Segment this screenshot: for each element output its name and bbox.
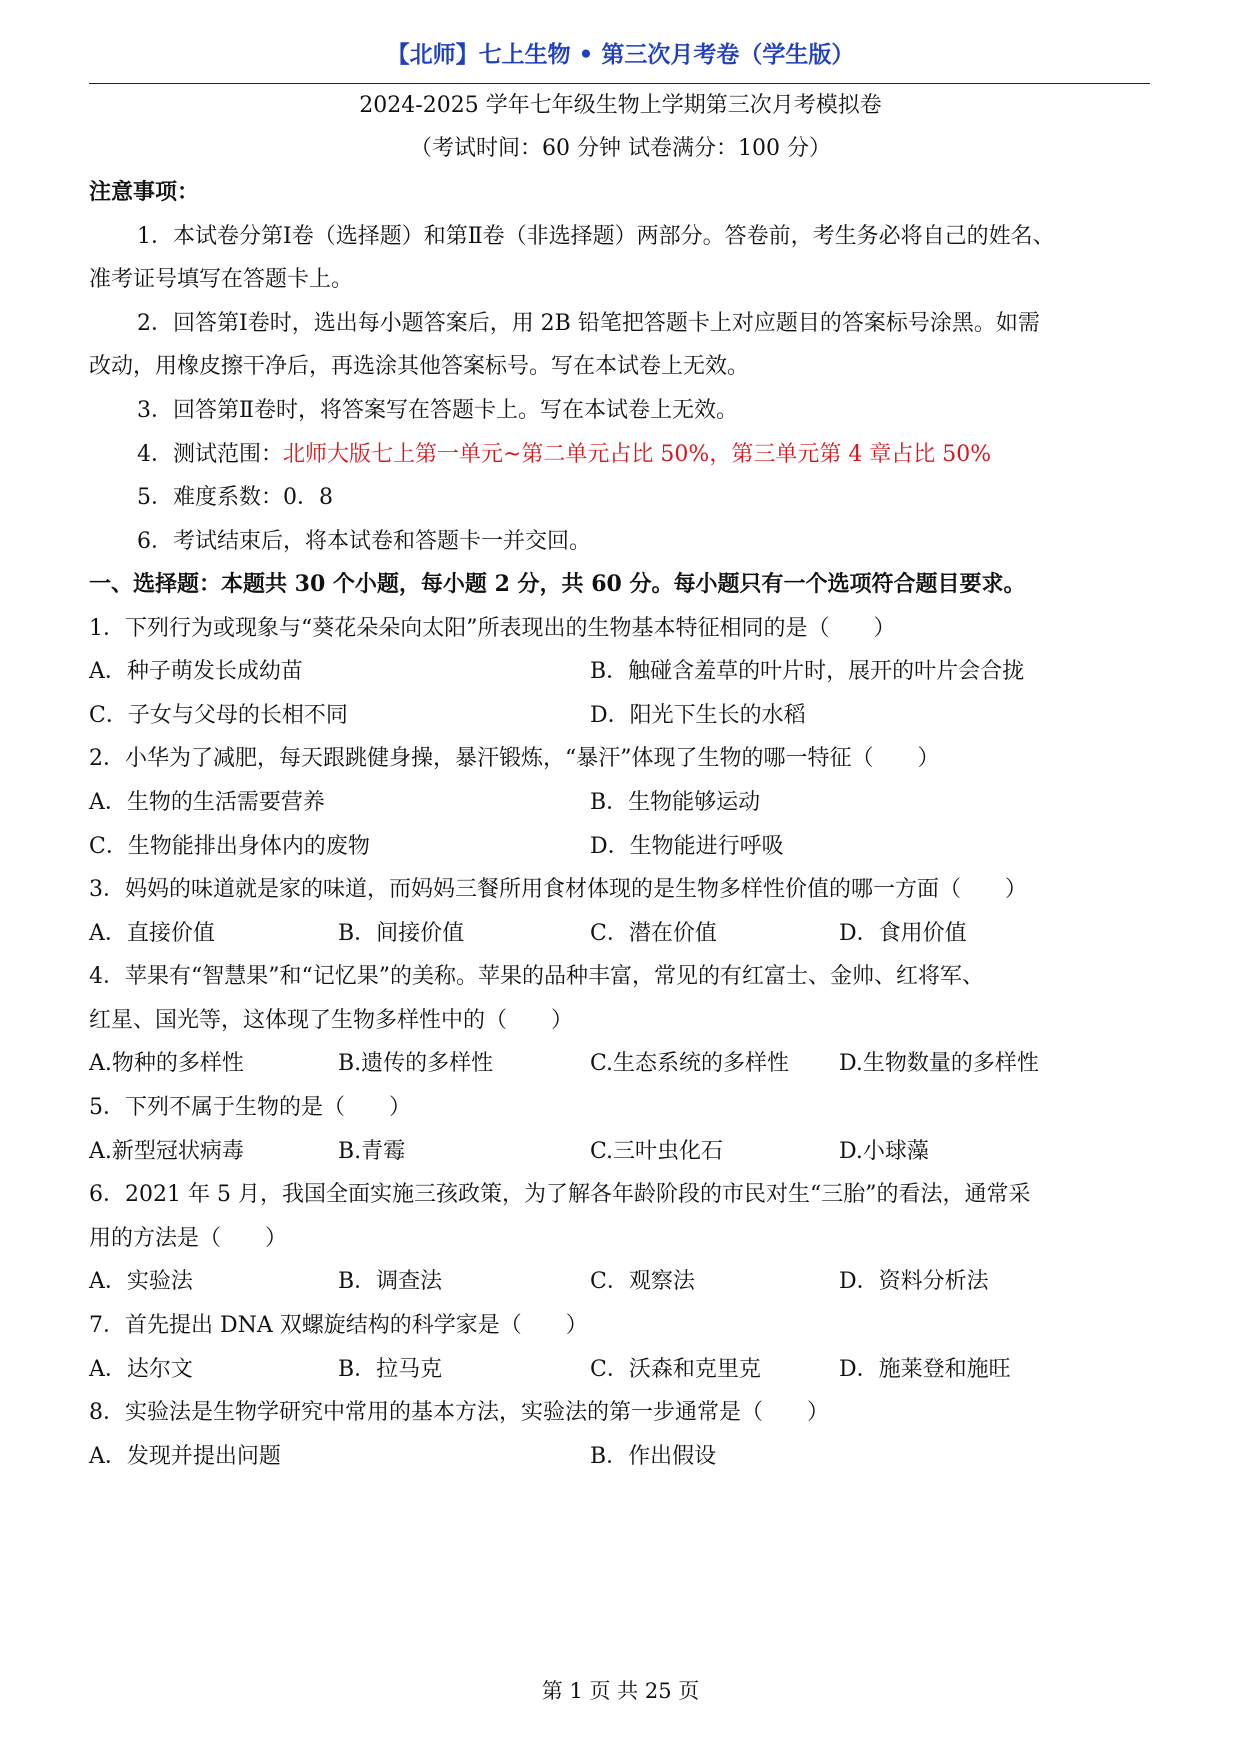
question-3-stem: 3．妈妈的味道就是家的味道，而妈妈三餐所用食材体现的是生物多样性价值的哪一方面（ ） <box>89 877 1028 902</box>
note-6: 6．考试结束后，将本试卷和答题卡一并交回。 <box>137 529 591 554</box>
question-1-option-d: D．阳光下生长的水稻 <box>590 703 806 728</box>
question-7-stem: 7．首先提出 DNA 双螺旋结构的科学家是（ ） <box>89 1313 588 1338</box>
question-6-option-d: D．资料分析法 <box>839 1269 989 1294</box>
header-title: 【北师】七上生物 • 第三次月考卷（学生版） <box>386 42 855 68</box>
question-4-stem-line-1: 4．苹果有“智慧果”和“记忆果”的美称。苹果的品种丰富，常见的有红富士、金帅、红将军、 <box>89 964 984 989</box>
note-1-line-1: 1．本试卷分第Ⅰ卷（选择题）和第Ⅱ卷（非选择题）两部分。答卷前，考生务必将自己的姓名、 <box>137 224 1055 249</box>
question-5-stem: 5．下列不属于生物的是（ ） <box>89 1095 411 1120</box>
section-1-heading: 一、选择题：本题共 30 个小题，每小题 2 分，共 60 分。每小题只有一个选项符合题目要求。 <box>89 571 1026 597</box>
question-1-option-c: C．子女与父母的长相不同 <box>89 703 348 728</box>
note-2-line-1: 2．回答第Ⅰ卷时，选出每小题答案后，用 2B 铅笔把答题卡上对应题目的答案标号涂黑。如需 <box>137 311 1040 336</box>
question-6-stem-line-2: 用的方法是（ ） <box>89 1226 288 1251</box>
question-3-option-a: A．直接价值 <box>89 921 215 946</box>
question-5-option-a: A.新型冠状病毒 <box>89 1139 244 1164</box>
question-6-stem-line-1: 6．2021 年 5 月，我国全面实施三孩政策，为了解各年龄阶段的市民对生“三胎”的看法，通常采 <box>89 1182 1031 1207</box>
page-number: 第 1 页 共 25 页 <box>541 1679 700 1703</box>
question-5-option-b: B.青霉 <box>338 1139 406 1164</box>
exam-title: 2024-2025 学年七年级生物上学期第三次月考模拟卷 <box>359 93 882 118</box>
question-2-option-a: A．生物的生活需要营养 <box>89 790 325 815</box>
note-1-line-2: 准考证号填写在答题卡上。 <box>89 267 354 292</box>
exam-subtitle: （考试时间：60 分钟 试卷满分：100 分） <box>410 136 831 161</box>
question-8-option-a: A．发现并提出问题 <box>89 1444 281 1469</box>
question-3-option-b: B．间接价值 <box>338 921 465 946</box>
question-7-option-d: D．施莱登和施旺 <box>839 1357 1011 1382</box>
note-3: 3．回答第Ⅱ卷时，将答案写在答题卡上。写在本试卷上无效。 <box>137 398 738 423</box>
question-4-stem-line-2: 红星、国光等，这体现了生物多样性中的（ ） <box>89 1008 574 1033</box>
question-1-option-a: A．种子萌发长成幼苗 <box>89 659 303 684</box>
question-8-option-b: B．作出假设 <box>590 1444 717 1469</box>
question-4-option-b: B.遗传的多样性 <box>338 1051 494 1076</box>
question-7-option-c: C．沃森和克里克 <box>590 1357 761 1382</box>
question-5-option-d: D.小球藻 <box>839 1139 929 1164</box>
question-1-stem: 1．下列行为或现象与“葵花朵朵向太阳”所表现出的生物基本特征相同的是（ ） <box>89 616 896 641</box>
note-4-test-range: 北师大版七上第一单元~第二单元占比 50%，第三单元第 4 章占比 50% <box>283 442 992 467</box>
question-5-option-c: C.三叶虫化石 <box>590 1139 724 1164</box>
question-8-stem: 8．实验法是生物学研究中常用的基本方法，实验法的第一步通常是（ ） <box>89 1400 829 1425</box>
question-2-option-b: B．生物能够运动 <box>590 790 761 815</box>
note-4 <box>137 437 991 468</box>
question-3-option-d: D．食用价值 <box>839 921 967 946</box>
question-4-option-d: D.生物数量的多样性 <box>839 1051 1039 1076</box>
question-6-option-c: C．观察法 <box>590 1269 695 1294</box>
question-2-stem: 2．小华为了减肥，每天跟跳健身操，暴汗锻炼，“暴汗”体现了生物的哪一特征（ ） <box>89 746 940 771</box>
question-7-option-a: A．达尔文 <box>89 1357 193 1382</box>
question-2-option-d: D．生物能进行呼吸 <box>590 834 784 859</box>
note-4-prefix: 4．测试范围： <box>137 442 283 467</box>
question-4-option-a: A.物种的多样性 <box>89 1051 244 1076</box>
question-7-option-b: B．拉马克 <box>338 1357 443 1382</box>
question-2-option-c: C．生物能排出身体内的废物 <box>89 834 370 859</box>
question-4-option-c: C.生态系统的多样性 <box>590 1051 790 1076</box>
question-3-option-c: C．潜在价值 <box>590 921 717 946</box>
question-6-option-a: A．实验法 <box>89 1269 193 1294</box>
notes-heading: 注意事项： <box>89 179 200 205</box>
note-2-line-2: 改动，用橡皮擦干净后，再选涂其他答案标号。写在本试卷上无效。 <box>89 354 750 379</box>
question-6-option-b: B．调查法 <box>338 1269 443 1294</box>
header-divider <box>89 83 1150 84</box>
note-5: 5．难度系数：0．8 <box>137 485 333 510</box>
question-1-option-b: B．触碰含羞草的叶片时，展开的叶片会合拢 <box>590 659 1025 684</box>
